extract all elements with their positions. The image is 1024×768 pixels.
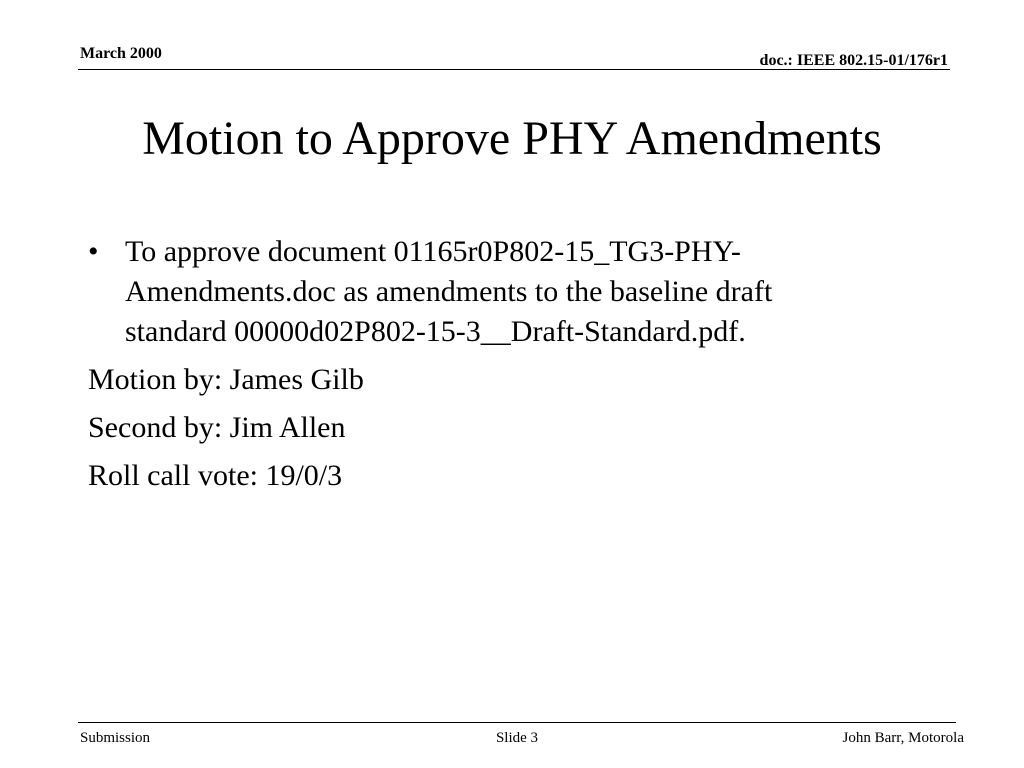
header-divider	[78, 69, 950, 70]
header-date: March 2000	[80, 45, 162, 62]
bullet-line-3: standard 00000d02P802-15-3__Draft-Standard.pdf.	[125, 315, 746, 348]
slide-title: Motion to Approve PHY Amendments	[142, 112, 882, 165]
second-by: Second by: Jim Allen	[88, 411, 346, 444]
motion-bullet	[88, 232, 888, 352]
footer-slide-number: Slide 3	[495, 730, 539, 746]
bullet-line-2: Amendments.doc as amendments to the baseline draft	[125, 275, 773, 308]
footer-submission: Submission	[80, 730, 151, 746]
footer-author: John Barr, Motorola	[842, 730, 964, 746]
footer-divider	[78, 722, 956, 723]
bullet-icon: •	[88, 235, 99, 268]
vote-result: Roll call vote: 19/0/3	[88, 459, 343, 492]
header-doc-id: doc.: IEEE 802.15-01/176r1	[759, 52, 948, 69]
bullet-line-1: To approve document 01165r0P802-15_TG3-PHY-	[125, 235, 741, 268]
motion-by: Motion by: James Gilb	[88, 363, 364, 396]
slide-body	[88, 232, 888, 504]
